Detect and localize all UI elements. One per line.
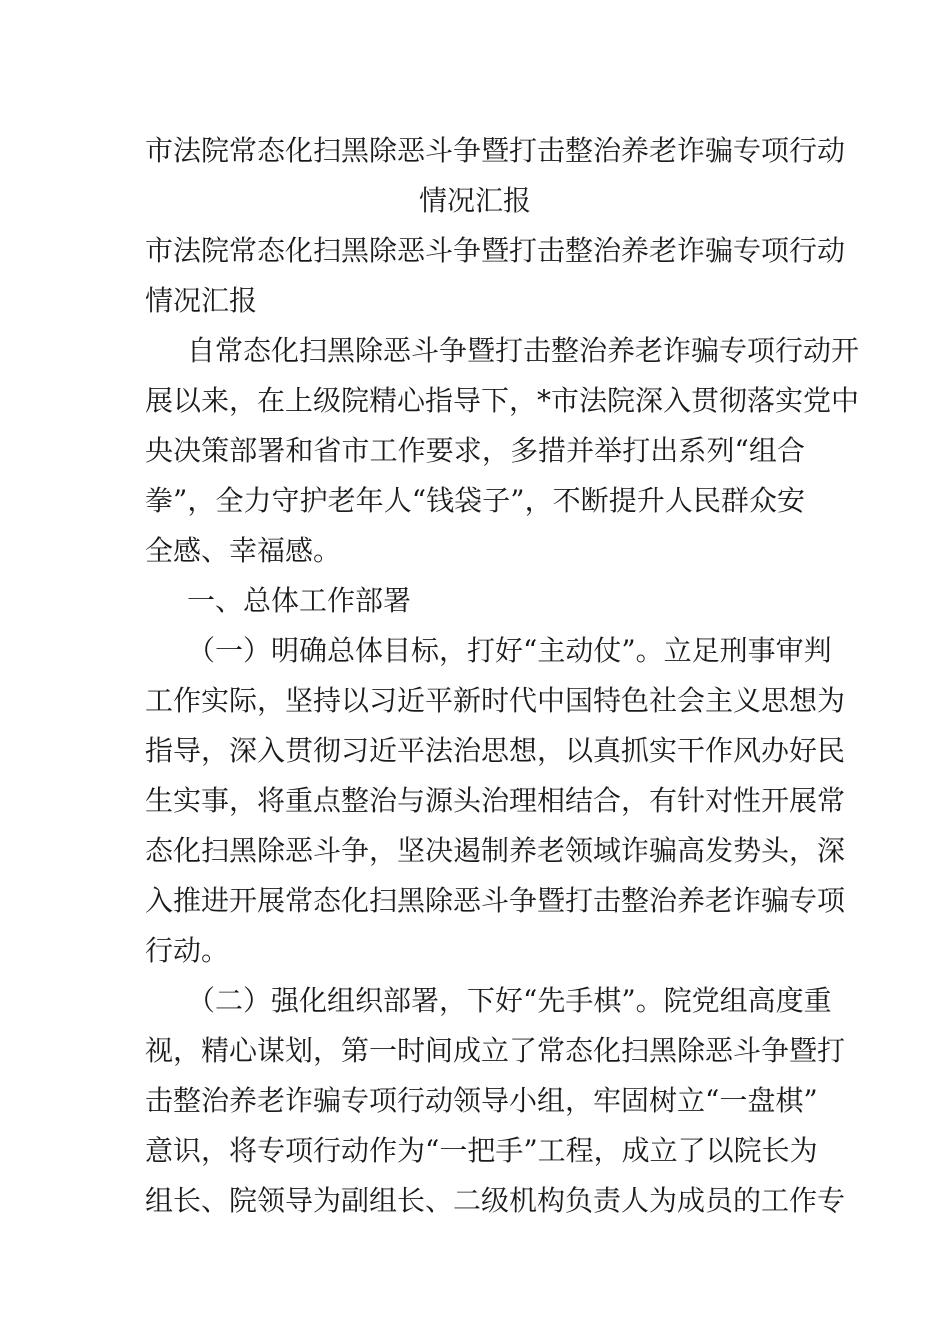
intro-line: 央决策部署和省市工作要求，多措并举打出系列“组合	[145, 434, 805, 467]
para-1-line: 生实事，将重点整治与源头治理相结合，有针对性开展常	[145, 784, 846, 817]
repeat-title-line-1: 市法院常态化扫黑除恶斗争暨打击整治养老诈骗专项行动	[145, 234, 846, 267]
para-1-line: 工作实际，坚持以习近平新时代中国特色社会主义思想为	[145, 684, 846, 717]
intro-line: 拳”，全力守护老年人“钱袋子”，不断提升人民群众安	[145, 484, 805, 517]
section-1-heading: 一、总体工作部署	[187, 584, 412, 617]
para-1-line: 入推进开展常态化扫黑除恶斗争暨打击整治养老诈骗专项	[145, 884, 846, 917]
document-title-line-2: 情况汇报	[418, 184, 531, 217]
para-2-line: 意识，将专项行动作为“一把手”工程，成立了以院长为	[145, 1134, 818, 1167]
intro-line: 全感、幸福感。	[145, 534, 342, 567]
para-2-line: （二）强化组织部署，下好“先手棋”。院党组高度重	[187, 984, 832, 1017]
para-2-line: 组长、院领导为副组长、二级机构负责人为成员的工作专	[145, 1184, 846, 1217]
repeat-title-line-2: 情况汇报	[145, 284, 258, 317]
intro-line: 自常态化扫黑除恶斗争暨打击整治养老诈骗专项行动开	[187, 334, 860, 367]
para-1-line: （一）明确总体目标，打好“主动仗”。立足刑事审判	[187, 634, 832, 667]
para-2-line: 视，精心谋划，第一时间成立了常态化扫黑除恶斗争暨打	[145, 1034, 846, 1067]
para-1-line: 行动。	[145, 934, 230, 967]
para-1-line: 态化扫黑除恶斗争，坚决遏制养老领域诈骗高发势头，深	[145, 834, 846, 867]
intro-line: 展以来，在上级院精心指导下，*市法院深入贯彻落实党中	[145, 384, 860, 417]
para-1-line: 指导，深入贯彻习近平法治思想，以真抓实干作风办好民	[145, 734, 846, 767]
para-2-line: 击整治养老诈骗专项行动领导小组，牢固树立“一盘棋”	[145, 1084, 818, 1117]
document-title-line-1: 市法院常态化扫黑除恶斗争暨打击整治养老诈骗专项行动	[145, 134, 846, 167]
